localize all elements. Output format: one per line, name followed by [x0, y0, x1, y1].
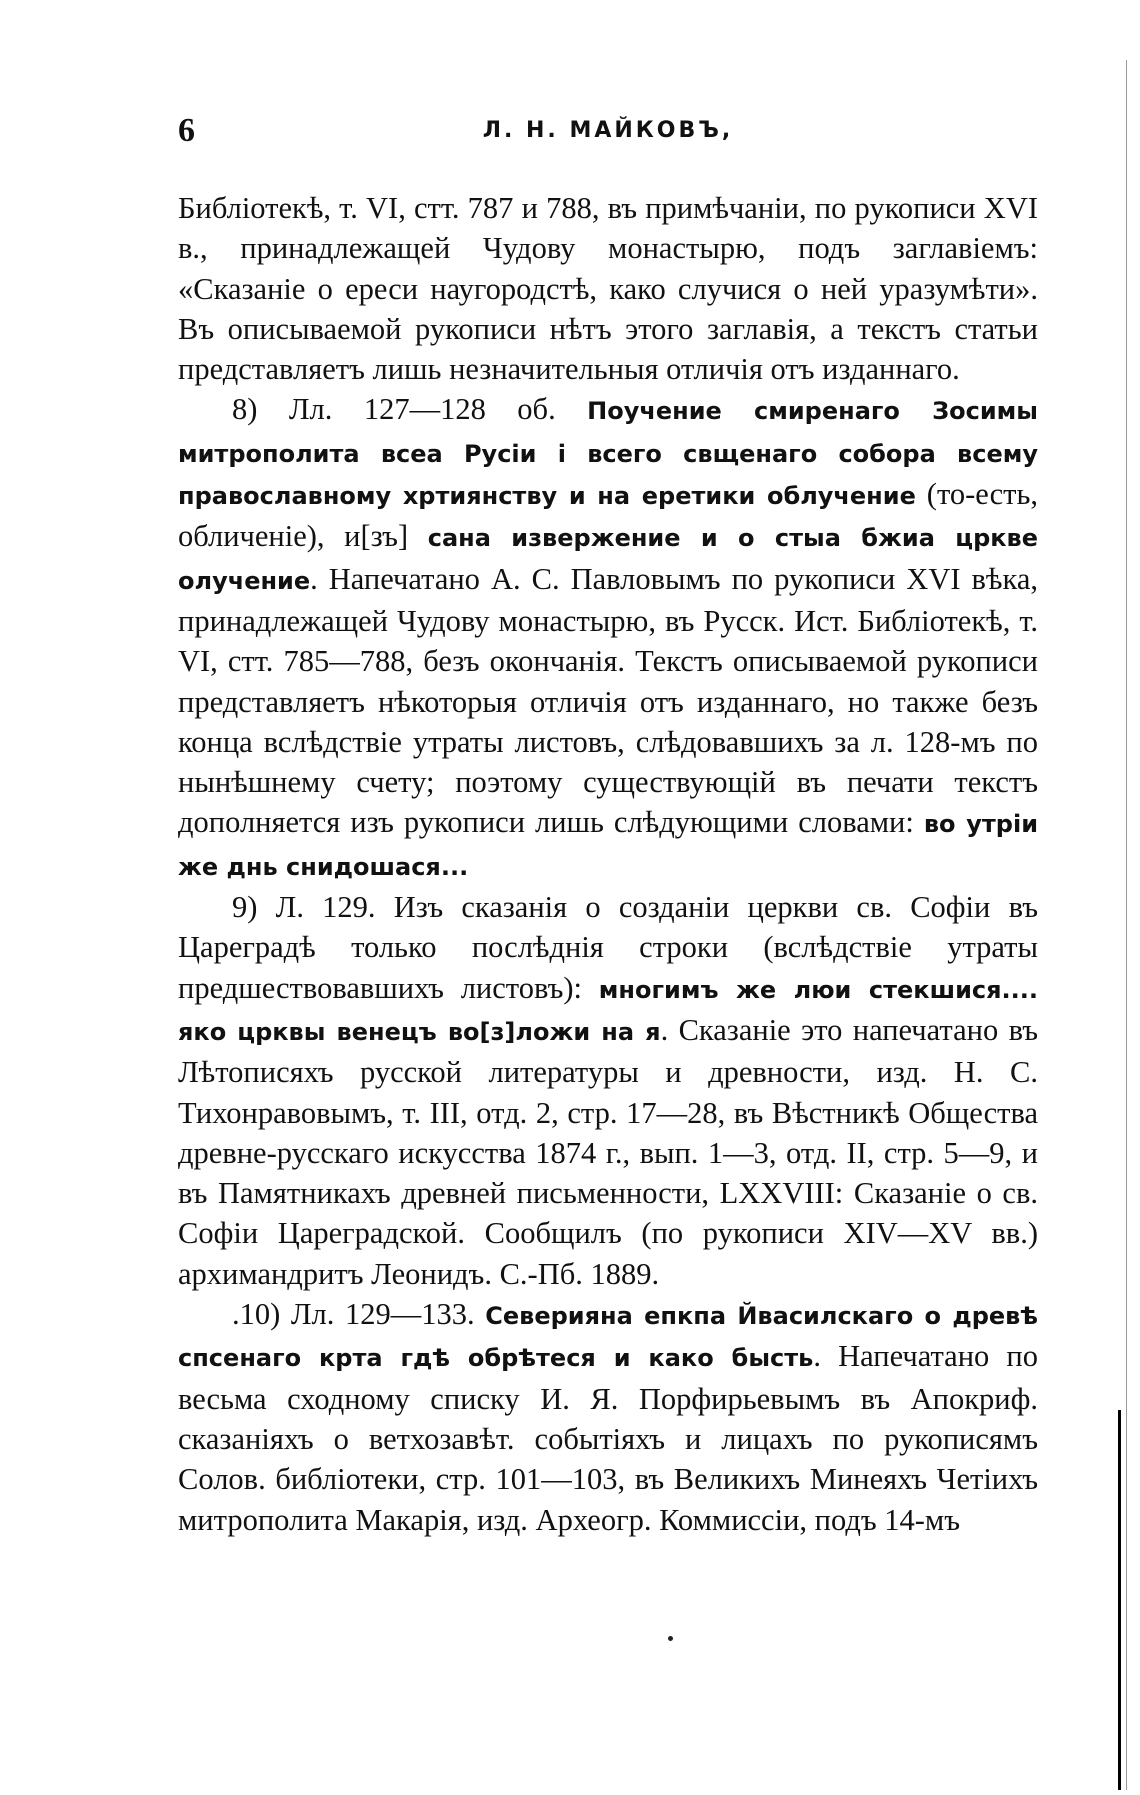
church-slavonic-quote: многимъ же люи стекшися.... яко црквы венецъ во[з]ложи на я [178, 975, 1038, 1046]
text-run: .10) Лл. 129—133. [232, 1297, 486, 1332]
text-run: . Сказаніе это напечатано въ Лѣтописяхъ русской литературы и древности, изд. Н. С. Тихонравовымъ, т. III, отд. 2, стр. 17—28, въ Вѣстникѣ Общества древне-русскаго искусства 1874 г., вып. 1—3, отд. II, стр. 5—9, и въ Памятникахъ древней письменности, LXXVIII: Сказаніе о св. Софіи Цареградской. Сообщилъ (по рукописи XIV—XV вв.) архимандритъ Леонидъ. С.-Пб. 1889. [178, 1012, 1039, 1291]
page-number: 6 [178, 112, 195, 149]
text-run: Библіотекѣ, т. VI, стт. 787 и 788, въ примѣчаніи, по рукописи XVI в., принадлежащей Чудову монастырю, подъ заглавіемъ: «Сказаніе о ереси наугородстѣ, како случися о ней уразумѣти». Въ описываемой рукописи нѣтъ этого заглавія, а текстъ статьи представляетъ лишь незначительныя отличія отъ изданнаго. [178, 191, 1038, 387]
text-run: . Напечатано А. С. Павловымъ по рукописи XVI вѣка, принадлежащей Чудову монастырю, въ Русск. Ист. Библіотекѣ, т. VI, стт. 785—788, безъ окончанія. Текстъ описываемой рукописи представляетъ нѣкоторыя отличія отъ изданнаго, но также безъ конца вслѣдствіе утраты листовъ, слѣдовавшихъ за л. 128-мъ по нынѣшнему счету; поэтому существующій въ печати текстъ дополняется изъ рукописи лишь слѣдующими словами: [178, 561, 1038, 840]
page-edge-line [1126, 60, 1127, 1790]
paragraph-item-9 [178, 887, 1038, 1294]
church-slavonic-title-cont: сана извержение и о стыа бжиа црквe олучение [178, 524, 1038, 595]
text-run: . Напечатано по весьма сходному списку И. Я. Порфирьевымъ въ Апокриф. сказаніяхъ о ветхозавѣт. событіяхъ и лицахъ по рукописямъ Солов. библіотеки, стр. 101—103, въ Великихъ Минеяхъ Четіихъ митрополита Макарія, изд. Археогр. Коммиссіи, подъ 14-мъ [178, 1339, 1039, 1537]
text-run: 8) Лл. 127—128 об. [232, 392, 588, 427]
page-header [178, 112, 1038, 152]
paragraph-continuation [178, 188, 1038, 389]
church-slavonic-title: Северияна епкпа Йвасилскаго о древѣ спсенаго крта гдѣ обрѣтеся и како бысть [178, 1302, 1038, 1373]
running-head: Л. Н. МАЙКОВЪ, [482, 118, 734, 143]
paragraph-item-8 [178, 389, 1038, 887]
ink-speck [668, 1636, 673, 1641]
text-run: (то-есть, обличеніе), и[зъ] [178, 477, 1038, 554]
church-slavonic-quote: во утріи же днь снидошася... [178, 810, 1039, 881]
church-slavonic-title: Поучение смиренаго Зосимы митрополита всеа Русіи і всего свщенаго собора всему православному хртиянству и на еретики облучение [178, 397, 1038, 511]
body-text [178, 188, 1038, 1540]
paragraph-item-10 [178, 1294, 1038, 1540]
binding-edge-line [1118, 1410, 1121, 1790]
text-run: 9) Л. 129. Изъ сказанія о созданіи церкви св. Софіи въ Цареградѣ только послѣднія строки (вслѣдствіе утраты предшествовавшихъ листовъ): [178, 890, 1038, 1005]
